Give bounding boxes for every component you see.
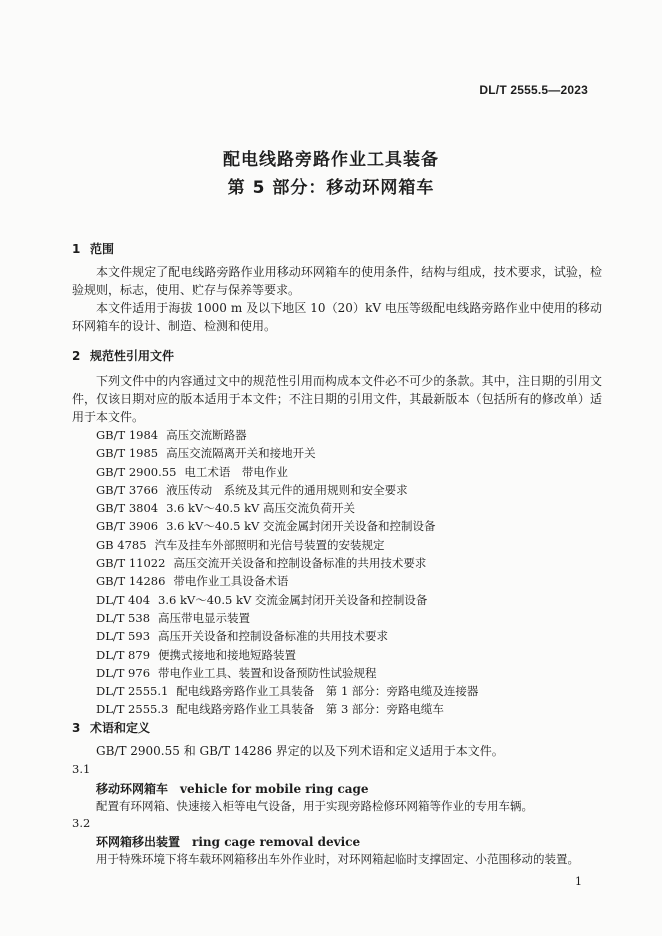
reference-item: GB/T 3766 液压传动 系统及其元件的通用规则和安全要求 [96,482,408,497]
reference-item: DL/T 879 便携式接地和接地短路装置 [96,647,297,662]
reference-item: GB/T 3804 3.6 kV～40.5 kV 高压交流负荷开关 [96,501,356,516]
term-number: 3.1 [72,762,91,776]
section-1-paragraph: 本文件适用于海拔 1000 m 及以下地区 10（20）kV 电压等级配电线路旁路作业中使用的移动环网箱车的设计、制造、检测和使用。 [72,301,602,333]
standard-number: DL/T 2555.5—2023 [479,83,588,97]
reference-item: GB 4785 汽车及挂车外部照明和光信号装置的安装规定 [96,537,385,552]
reference-item: DL/T 976 带电作业工具、装置和设备预防性试验规程 [96,665,377,680]
term-heading [96,780,369,797]
reference-item: GB/T 11022 高压交流开关设备和控制设备标准的共用技术要求 [96,556,427,571]
section-2-heading [72,347,174,364]
section-number: 3 [72,721,81,735]
section-3-intro: GB/T 2900.55 和 GB/T 14286 界定的以及下列术语和定义适用于本文件。 [96,744,504,758]
section-title: 范围 [90,242,115,256]
section-1-heading [72,240,114,257]
reference-item: GB/T 3906 3.6 kV～40.5 kV 交流金属封闭开关设备和控制设备 [96,519,436,534]
reference-list [96,426,478,719]
section-2-intro: 下列文件中的内容通过文中的规范性引用而构成本文件必不可少的条款。其中，注日期的引用文件，仅该日期对应的版本适用于本文件；不注日期的引用文件，其最新版本（包括所有的修改单）适用于本文件。 [72,374,602,424]
term-zh: 环网箱移出装置 [96,835,181,849]
document-title-line2: 第 5 部分：移动环网箱车 [227,178,435,198]
section-3-heading [72,719,150,736]
section-1-paragraph: 本文件规定了配电线路旁路作业用移动环网箱车的使用条件，结构与组成，技术要求，试验，检验规则，标志，使用、贮存与保养等要求。 [72,265,602,297]
section-number: 1 [72,242,81,256]
section-title: 规范性引用文件 [90,349,175,363]
reference-item: DL/T 2555.1 配电线路旁路作业工具装备 第 1 部分：旁路电缆及连接器 [96,684,479,699]
term-number: 3.2 [72,816,91,830]
reference-item: GB/T 2900.55 电工术语 带电作业 [96,464,288,479]
term-definition: 用于特殊环境下将车载环网箱移出车外作业时，对环网箱起临时支撑固定、小范围移动的装置。 [96,852,579,866]
section-title: 术语和定义 [90,721,151,735]
section-number: 2 [72,349,81,363]
reference-item: DL/T 404 3.6 kV～40.5 kV 交流金属封闭开关设备和控制设备 [96,592,428,607]
reference-item: DL/T 593 高压开关设备和控制设备标准的共用技术要求 [96,629,389,644]
reference-item: GB/T 14286 带电作业工具设备术语 [96,574,289,589]
reference-item: DL/T 2555.3 配电线路旁路作业工具装备 第 3 部分：旁路电缆车 [96,702,444,717]
term-en: vehicle for mobile ring cage [180,782,369,796]
term-zh: 移动环网箱车 [96,782,169,796]
page-number: 1 [575,875,582,888]
term-en: ring cage removal device [192,835,361,849]
reference-item: GB/T 1984 高压交流断路器 [96,428,247,442]
document-title-line1: 配电线路旁路作业工具装备 [223,150,439,170]
term-heading [96,833,360,850]
reference-item: DL/T 538 高压带电显示装置 [96,610,251,625]
term-definition: 配置有环网箱、快速接入柜等电气设备，用于实现旁路检修环网箱等作业的专用车辆。 [96,799,533,813]
reference-item: GB/T 1985 高压交流隔离开关和接地开关 [96,446,316,461]
